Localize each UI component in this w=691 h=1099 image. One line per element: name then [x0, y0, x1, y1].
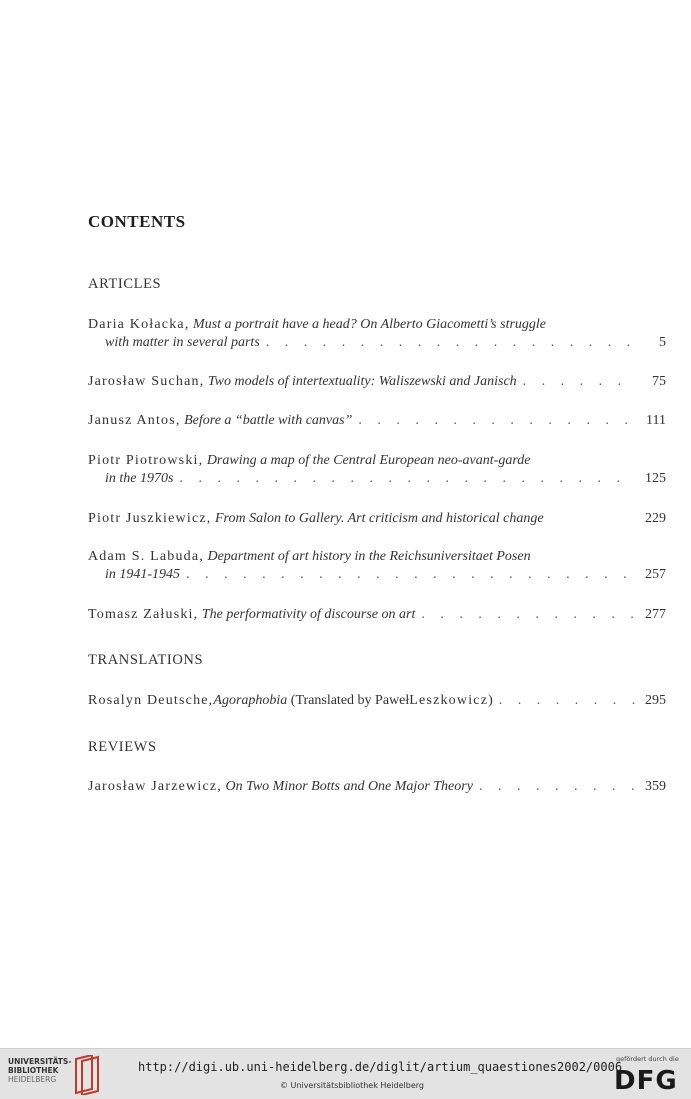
entry-title-continued: in 1941-1945	[105, 567, 181, 582]
footer-bar	[0, 1048, 691, 1099]
toc-entry[interactable]	[88, 692, 666, 710]
toc-entry[interactable]	[88, 548, 666, 584]
leader-dots	[179, 470, 636, 488]
entry-title: From Salon to Gallery. Art criticism and historical change	[214, 511, 544, 526]
entry-page-number: 257	[645, 567, 666, 582]
leader-dots	[499, 692, 636, 710]
entry-title: Agoraphobia	[213, 693, 288, 708]
entry-page-number: 359	[645, 779, 666, 794]
entry-page-number: 111	[646, 413, 666, 428]
library-emblem-icon	[72, 1055, 102, 1095]
permalink-url[interactable]: http://digi.ub.uni-heidelberg.de/diglit/artium_quaestiones2002/0006	[138, 1060, 623, 1074]
section-translations: TRANSLATIONS	[88, 652, 204, 668]
entry-title: Must a portrait have a head? On Alberto Giacometti’s struggle	[193, 317, 547, 332]
entry-author: Daria Kołacka,	[88, 317, 190, 332]
entry-author: Jarosław Jarzewicz,	[88, 779, 222, 794]
entry-title-continued: with matter in several parts	[105, 335, 260, 350]
entry-page-number: 125	[645, 471, 666, 486]
entry-page-number: 295	[645, 693, 666, 708]
university-library-logo[interactable]	[8, 1057, 108, 1093]
leader-dots	[421, 606, 636, 624]
entry-note-name: Leszkowicz	[409, 693, 489, 708]
leader-dots	[523, 373, 636, 391]
entry-author: Rosalyn Deutsche,	[88, 693, 214, 708]
leader-dots	[266, 334, 636, 352]
toc-entry[interactable]	[88, 373, 666, 391]
entry-note-suffix: )	[488, 693, 493, 708]
toc-entry[interactable]	[88, 452, 666, 488]
entry-author: Adam S. Labuda,	[88, 549, 204, 564]
entry-note-prefix: (Translated by Paweł	[290, 693, 410, 708]
entry-author: Tomasz Załuski,	[88, 607, 199, 622]
section-reviews: REVIEWS	[88, 739, 157, 755]
entry-author: Piotr Piotrowski,	[88, 453, 204, 468]
leader-dots	[358, 412, 636, 430]
dfg-logo-icon	[612, 1065, 682, 1093]
entry-author: Jarosław Suchan,	[88, 374, 205, 389]
toc-entry[interactable]	[88, 606, 666, 624]
entry-title-continued: in the 1970s	[105, 471, 174, 486]
uni-logo-line2: BIBLIOTHEK	[8, 1066, 59, 1075]
entry-title: Before a “battle with canvas”	[184, 413, 353, 428]
toc-entry[interactable]	[88, 412, 666, 430]
leader-dots	[479, 778, 636, 796]
entry-title: Two models of intertextuality: Waliszewski and Janisch	[207, 374, 517, 389]
entry-page-number: 5	[659, 335, 666, 350]
entry-author: Piotr Juszkiewicz,	[88, 511, 212, 526]
uni-logo-line3: HEIDELBERG	[8, 1075, 57, 1084]
entry-title: On Two Minor Botts and One Major Theory	[225, 779, 473, 794]
entry-page-number: 75	[652, 374, 666, 389]
entry-title: Drawing a map of the Central European neo-avant-garde	[206, 453, 531, 468]
section-articles: ARTICLES	[88, 276, 162, 292]
contents-heading: CONTENTS	[88, 212, 186, 231]
dfg-logo-text: DFG	[614, 1066, 678, 1093]
dfg-funded-by-text: gefördert durch die	[616, 1055, 679, 1063]
dfg-logo[interactable]	[612, 1055, 684, 1095]
entry-title: The performativity of discourse on art	[201, 607, 416, 622]
entry-title: Department of art history in the Reichsuniversitaet Posen	[207, 549, 531, 564]
copyright-notice: © Universitätsbibliothek Heidelberg	[280, 1081, 425, 1090]
uni-logo-line1: UNIVERSITÄTS-	[8, 1057, 72, 1066]
leader-dots	[186, 566, 636, 584]
toc-entry[interactable]	[88, 778, 666, 796]
toc-entry[interactable]	[88, 510, 666, 528]
entry-page-number: 229	[645, 511, 666, 526]
entry-author: Janusz Antos,	[88, 413, 181, 428]
entry-page-number: 277	[645, 607, 666, 622]
toc-entry[interactable]	[88, 316, 666, 352]
